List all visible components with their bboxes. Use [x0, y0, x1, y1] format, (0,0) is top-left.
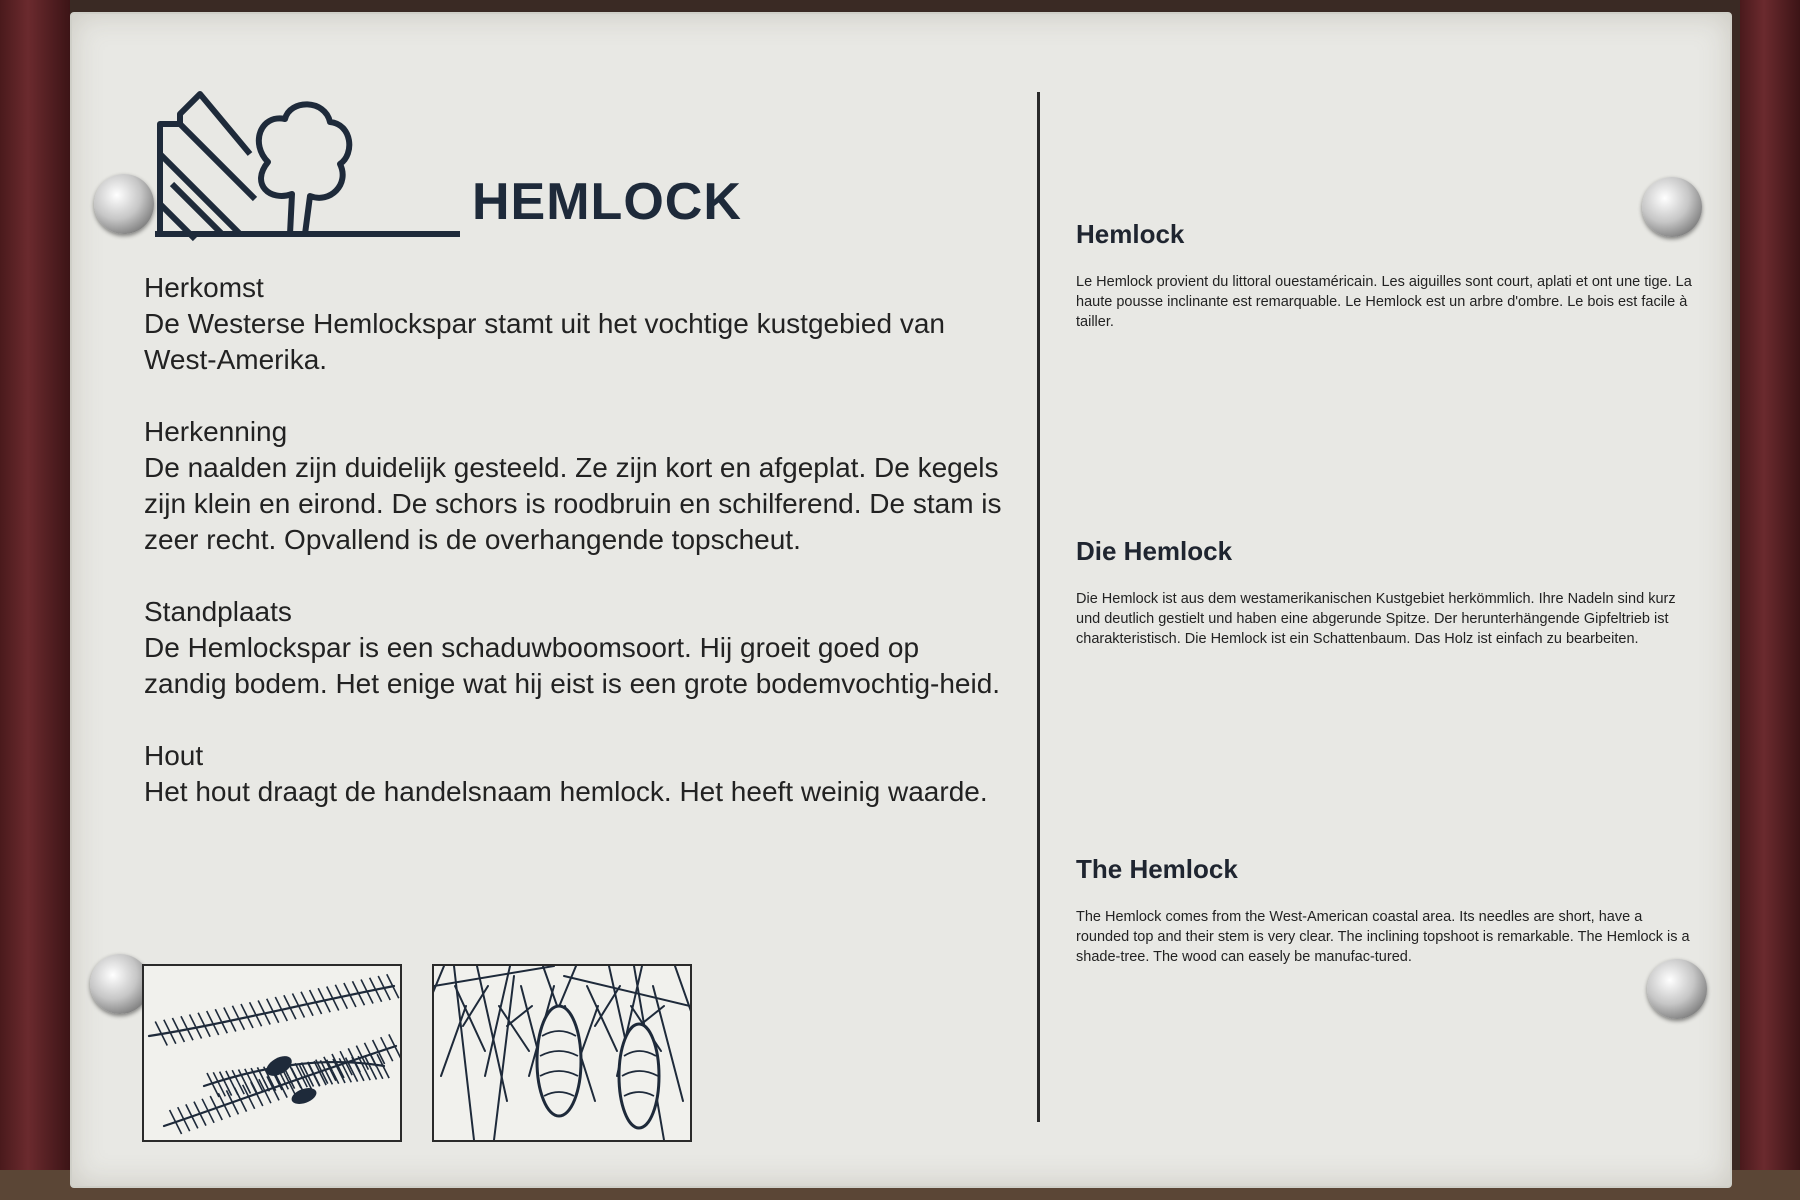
french-section: [1076, 219, 1696, 332]
english-section: [1076, 854, 1696, 967]
german-section: [1076, 536, 1696, 649]
dutch-section: [144, 594, 1004, 702]
column-divider: [1037, 92, 1040, 1122]
german-body: Die Hemlock ist aus dem westamerikanischen Kustgebiet herkömmlich. Ihre Nadeln sind kurz und deutlich gestielt und haben eine abgerunde Spitze. Der herunterhängende Gipfeltrieb ist charakteristisch. Die Hemlock ist ein Schattenbaum. Das Holz ist einfach zu bearbeiten.: [1076, 591, 1676, 647]
house-tree-logo-icon: [140, 84, 460, 244]
dutch-body: De Westerse Hemlockspar stamt uit het vochtige kustgebied van West-Amerika.: [144, 308, 945, 375]
hemlock-cone-illustration: [432, 964, 692, 1142]
english-heading: The Hemlock: [1076, 854, 1238, 884]
dutch-section: [144, 738, 1004, 810]
french-body: Le Hemlock provient du littoral ouestaméricain. Les aiguilles sont court, aplati et ont une tige. La haute pousse inclinante est remarquable. Le Hemlock est un arbre d'ombre. Le bois est facile à tailler.: [1076, 274, 1692, 330]
dutch-text: [144, 270, 1004, 846]
hemlock-sign: [70, 12, 1732, 1188]
dutch-heading: Herkomst: [144, 272, 264, 303]
bolt-icon: [90, 954, 150, 1014]
hemlock-branch-illustration: [142, 964, 402, 1142]
dutch-heading: Standplaats: [144, 596, 292, 627]
sign-title: HEMLOCK: [472, 173, 742, 231]
dutch-body: Het hout draagt de handelsnaam hemlock. Het heeft weinig waarde.: [144, 776, 988, 807]
english-body: The Hemlock comes from the West-American coastal area. Its needles are short, have a rounded top and their stem is very clear. The inclining topshoot is remarkable. The Hemlock is a shade-tree. The wood can easely be manufac-tured.: [1076, 909, 1690, 965]
dutch-body: De naalden zijn duidelijk gesteeld. Ze zijn kort en afgeplat. De kegels zijn klein en eirond. De schors is roodbruin en schilferend. De stam is zeer recht. Opvallend is de overhangende topscheut.: [144, 452, 1002, 555]
dutch-body: De Hemlockspar is een schaduwboomsoort. Hij groeit goed op zandig bodem. Het enige wat hij eist is een grote bodemvochtig-heid.: [144, 632, 1001, 699]
german-heading: Die Hemlock: [1076, 536, 1233, 566]
right-post: [1740, 0, 1800, 1200]
dutch-section: [144, 270, 1004, 378]
left-post: [0, 0, 70, 1200]
french-heading: Hemlock: [1076, 219, 1185, 249]
dutch-heading: Herkenning: [144, 416, 288, 447]
dutch-heading: Hout: [144, 740, 204, 771]
dutch-section: [144, 414, 1004, 558]
bolt-icon: [1647, 959, 1707, 1019]
